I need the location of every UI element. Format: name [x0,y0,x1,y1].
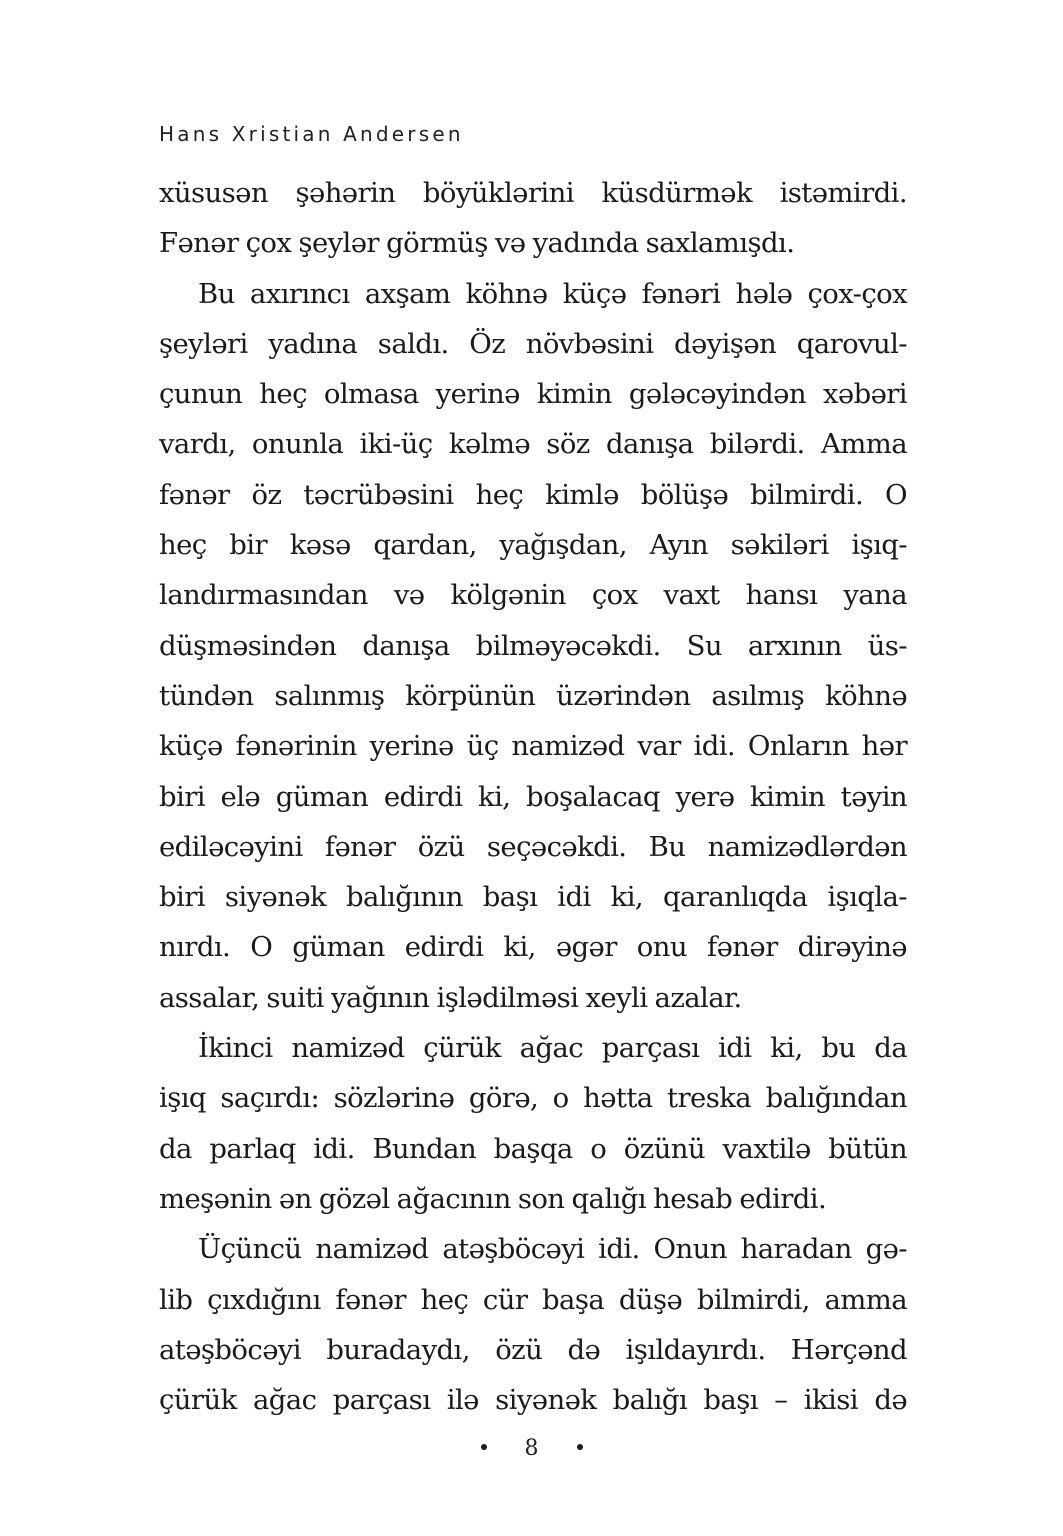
bullet-ornament-icon [577,1444,583,1450]
body-text [159,168,907,1425]
text-line: da parlaq idi. Bundan başqa o özünü vaxtilə bütün [159,1132,907,1165]
page-number: 8 [524,1436,539,1461]
bullet-ornament-icon [481,1444,487,1450]
text-line: nırdı. O güman edirdi ki, əgər onu fənər dirəyinə [159,931,907,964]
text-line: fənər öz təcrübəsini heç kimlə bölüşə bilmirdi. O [159,478,907,511]
text-line: Bu axırıncı axşam köhnə küçə fənəri hələ çox-çox [198,277,907,310]
text-line: Fənər çox şeylər görmüş və yadında saxlamışdı. [159,227,795,260]
text-line: şeyləri yadına saldı. Öz növbəsini dəyişən qarovul- [159,327,907,360]
text-line: işıq saçırdı: sözlərinə görə, o hətta treska balığından [159,1082,907,1115]
running-header-author: Hans Xristian Andersen [159,122,464,146]
text-line: İkinci namizəd çürük ağac parçası idi ki, bu da [198,1032,907,1065]
text-line: tündən salınmış körpünün üzərindən asılmış köhnə [159,679,907,712]
text-line: assalar, suiti yağının işlədilməsi xeyli azalar. [159,981,742,1014]
text-line: meşənin ən gözəl ağacının son qalığı hesab edirdi. [159,1182,827,1215]
text-line: biri elə güman edirdi ki, boşalacaq yerə kimin təyin [159,780,907,813]
text-line: çunun heç olmasa yerinə kimin gələcəyindən xəbəri [159,378,907,411]
text-line: xüsusən şəhərin böyüklərini küsdürmək istəmirdi. [159,177,907,209]
page-footer [0,1436,1063,1461]
text-line: atəşböcəyi buradaydı, özü də işıldayırdı. Hərçənd [159,1333,907,1366]
text-line: biri siyənək balığının başı idi ki, qaranlıqda işıqla- [159,881,907,914]
text-line: vardı, onunla iki-üç kəlmə söz danışa bilərdi. Amma [159,428,907,461]
text-line: heç bir kəsə qardan, yağışdan, Ayın səkiləri işıq- [159,529,907,562]
text-line: lib çıxdığını fənər heç cür başa düşə bilmirdi, amma [159,1283,907,1316]
text-line: Üçüncü namizəd atəşböcəyi idi. Onun haradan gə- [198,1233,907,1266]
text-line: ediləcəyini fənər özü seçəcəkdi. Bu namizədlərdən [159,830,907,863]
text-line: düşməsindən danışa bilməyəcəkdi. Su arxının üs- [159,629,907,662]
text-line: landırmasından və kölgənin çox vaxt hansı yana [159,579,907,612]
text-line: çürük ağac parçası ilə siyənək balığı başı – ikisi də [159,1384,907,1417]
text-line: küçə fənərinin yerinə üç namizəd var idi. Onların hər [159,730,907,763]
